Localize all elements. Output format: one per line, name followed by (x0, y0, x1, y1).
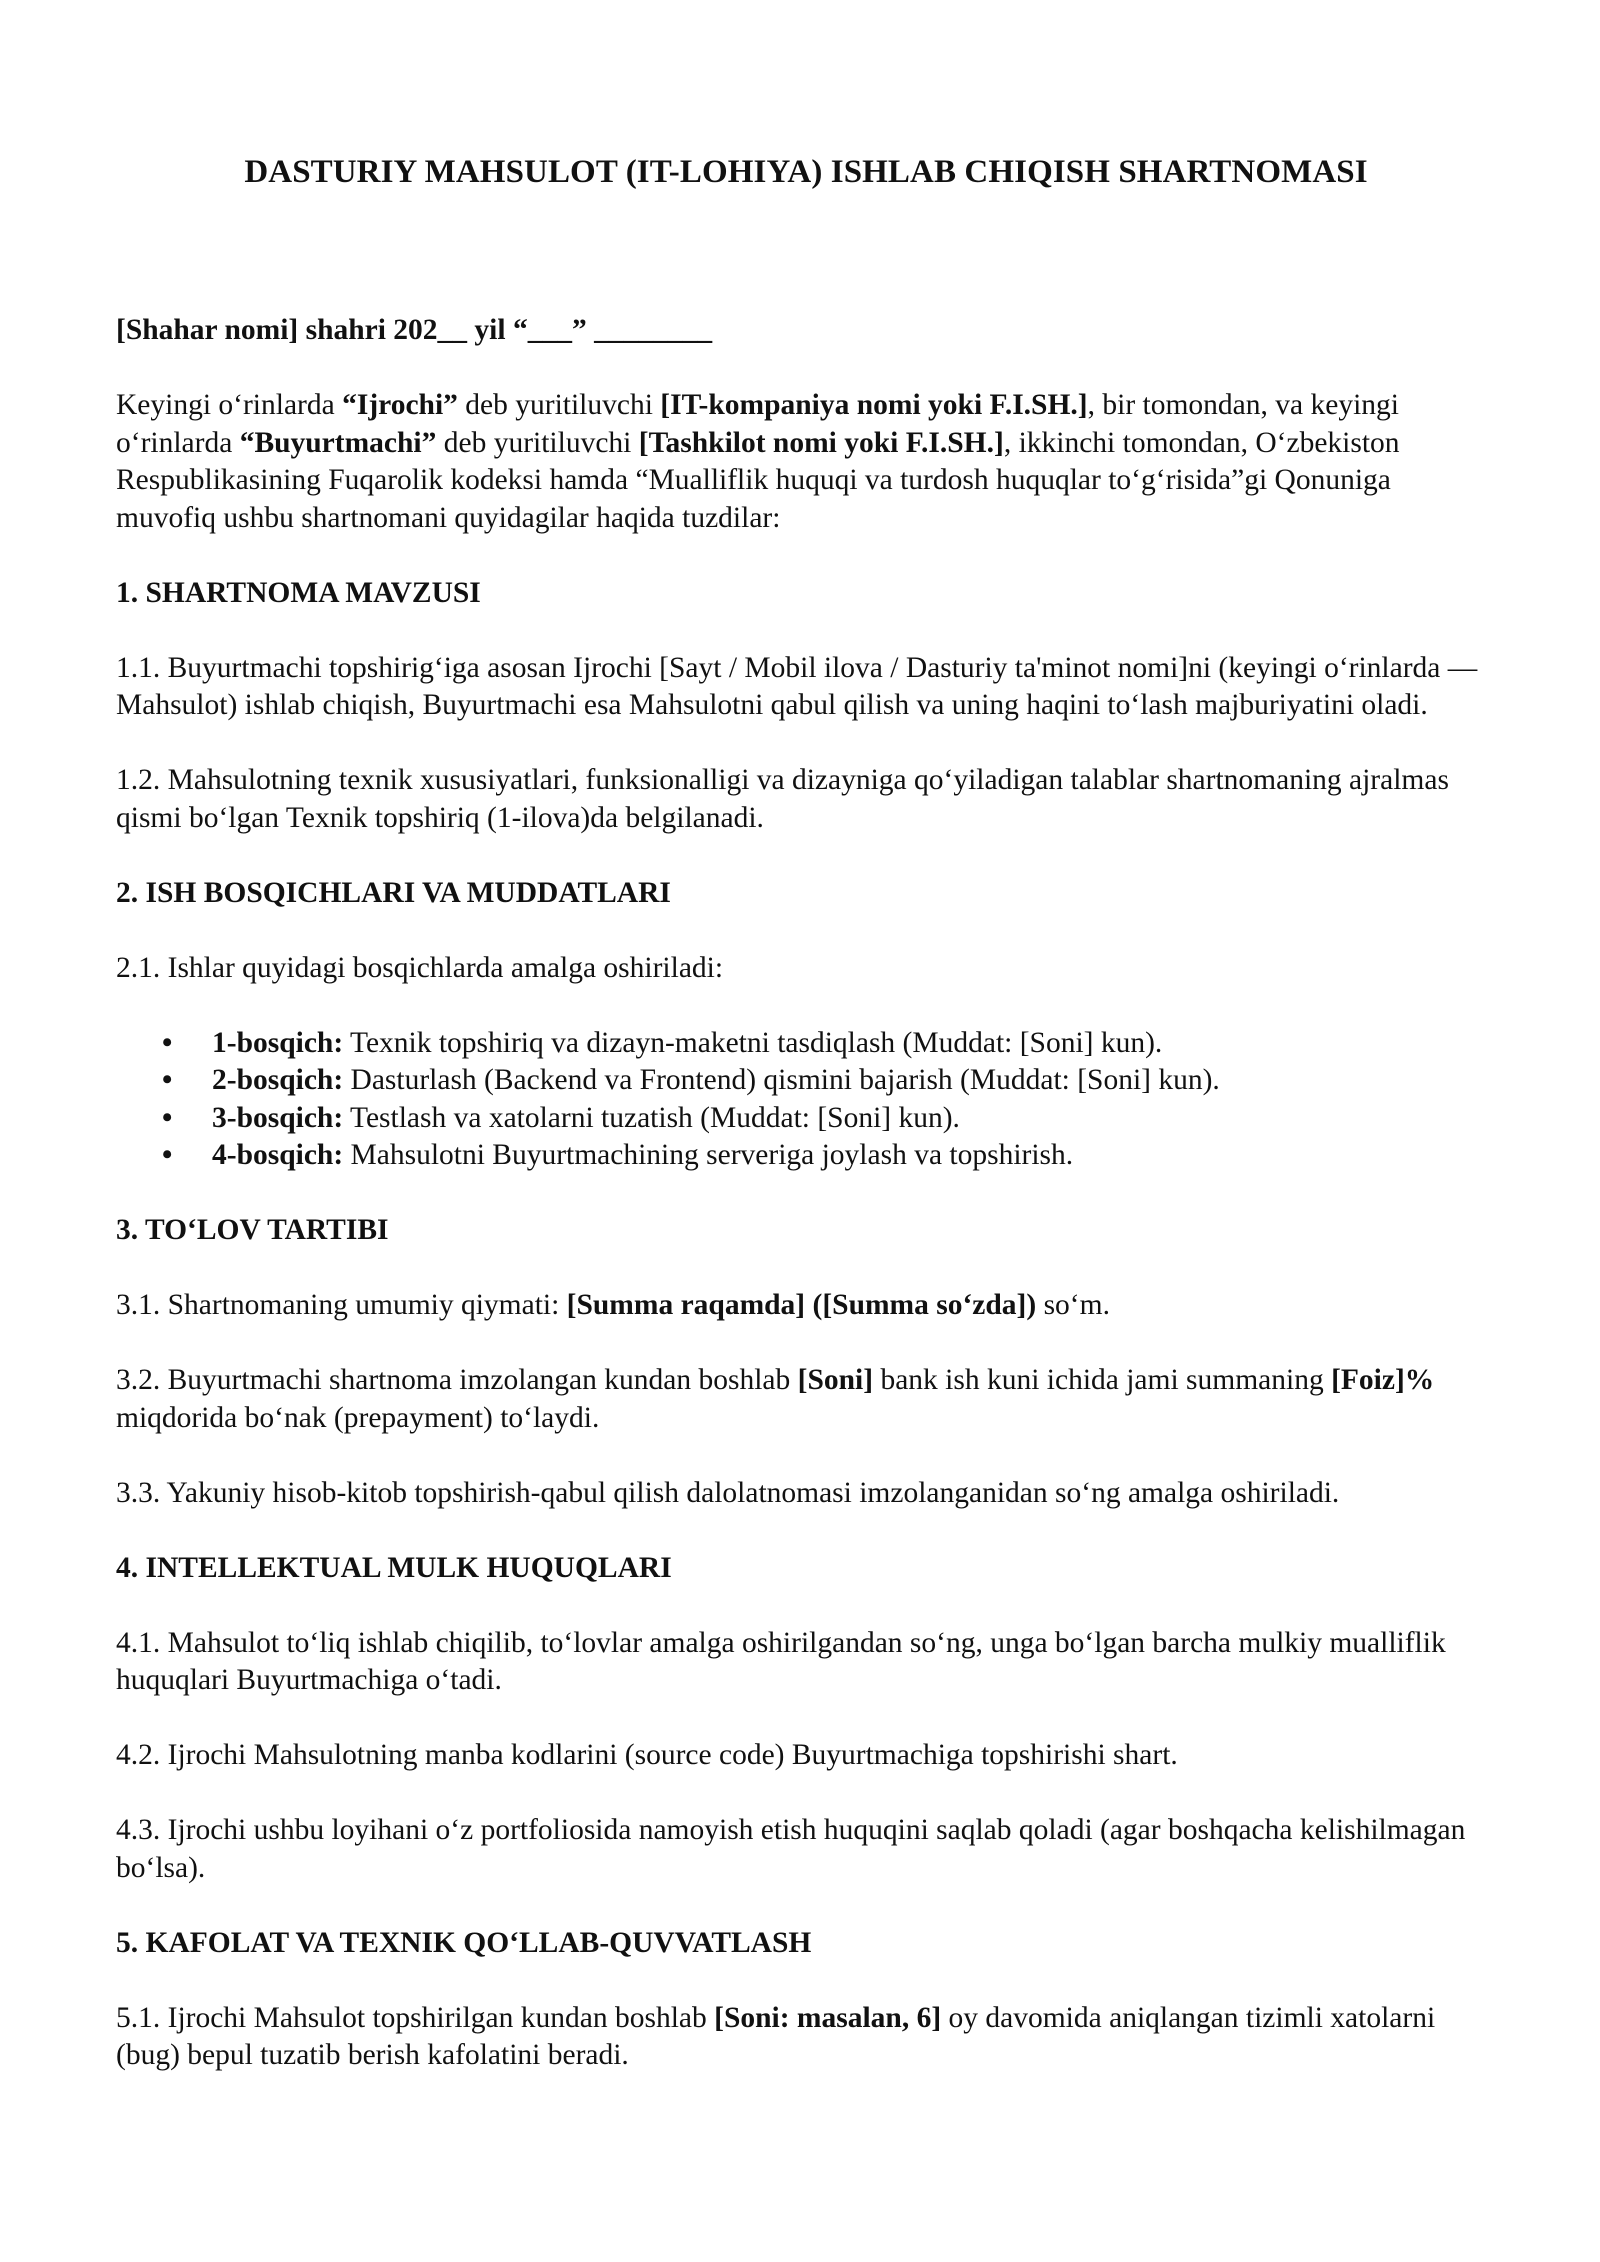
customer-name-placeholder: [Tashkilot nomi yoki F.I.SH.] (638, 426, 1004, 459)
clause-4-1: 4.1. Mahsulot to‘liq ishlab chiqilib, to‘lovlar amalga oshirilgandan so‘ng, unga bo‘lgan barcha mulkiy mualliflik huquqlari Buyurtmachiga o‘tadi. (116, 1626, 1446, 1696)
clause-2-1: 2.1. Ishlar quyidagi bosqichlarda amalga oshiriladi: (116, 951, 724, 984)
clause-4-2: 4.2. Ijrochi Mahsulotning manba kodlarini (source code) Buyurtmachiga topshirishi shart. (116, 1739, 1178, 1771)
executor-name-placeholder: [IT-kompaniya nomi yoki F.I.SH.] (660, 389, 1088, 421)
preamble-text-2: deb yuritiluvchi (457, 389, 661, 421)
clause-3-1-text-2: so‘m. (1036, 1289, 1110, 1321)
stages-list (116, 1025, 1496, 1175)
section-4-heading: 4. INTELLEKTUAL MULK HUQUQLARI (116, 1551, 672, 1584)
clause-4-3: 4.3. Ijrochi ushbu loyihani o‘z portfoliosida namoyish etish huquqini saqlab qoladi (agar boshqacha kelishilmagan bo‘lsa). (116, 1814, 1466, 1884)
list-item (116, 1137, 1496, 1175)
document-title: DASTURIY MAHSULOT (IT-LOHIYA) ISHLAB CHIQISH SHARTNOMASI (244, 154, 1368, 190)
bullet-icon: • (162, 1064, 173, 1096)
bullet-icon: • (162, 1101, 173, 1134)
section-1-heading: 1. SHARTNOMA MAVZUSI (116, 576, 481, 609)
section-3-heading: 3. TO‘LOV TARTIBI (116, 1214, 389, 1246)
clause-1-2: 1.2. Mahsulotning texnik xususiyatlari, funksionalligi va dizayniga qo‘yiladigan talablar shartnomaning ajralmas qismi bo‘lgan Texnik topshiriq (1-ilova)da belgilanadi. (116, 764, 1449, 834)
bullet-icon: • (162, 1026, 173, 1059)
section-2-heading: 2. ISH BOSQICHLARI VA MUDDATLARI (116, 876, 671, 909)
clause-3-1-text-1: 3.1. Shartnomaning umumiy qiymati: (116, 1289, 567, 1321)
list-item (116, 1062, 1496, 1100)
clause-3-3: 3.3. Yakuniy hisob-kitob topshirish-qabul qilish dalolatnomasi imzolanganidan so‘ng amalga oshiriladi. (116, 1476, 1340, 1509)
clause-3-2-text-3: miqdorida bo‘nak (prepayment) to‘laydi. (116, 1401, 600, 1434)
clause-3-2-text-1: 3.2. Buyurtmachi shartnoma imzolangan kundan boshlab (116, 1364, 798, 1396)
preamble-paragraph (116, 387, 1496, 537)
stage-text: Texnik topshiriq va dizayn-maketni tasdiqlash (Muddat: [Soni] kun). (343, 1026, 1163, 1059)
section-5-heading: 5. KAFOLAT VA TEXNIK QO‘LLAB-QUVVATLASH (116, 1926, 812, 1959)
stage-label: 1-bosqich: (212, 1026, 344, 1059)
stage-text: Dasturlash (Backend va Frontend) qismini bajarish (Muddat: [Soni] kun). (343, 1064, 1220, 1096)
amount-placeholder: [Summa raqamda] ([Summa so‘zda]) (566, 1289, 1037, 1321)
document-body (116, 312, 1496, 2112)
clause-5-1-text-1: 5.1. Ijrochi Mahsulot topshirilgan kundan boshlab (116, 2001, 715, 2034)
bullet-icon: • (162, 1139, 173, 1171)
clause-5-1 (116, 2000, 1496, 2075)
stage-label: 2-bosqich: (212, 1064, 344, 1096)
clause-3-2-text-2: bank ish kuni ichida jami summaning (873, 1364, 1332, 1396)
clause-3-1 (116, 1287, 1496, 1325)
list-item (116, 1025, 1496, 1063)
preamble-text-5: , ikkinchi tomondan, O‘zbekiston Respublikasining Fuqarolik kodeksi hamda “Mualliflik huquqi va turdosh huquqlar to‘g‘risida”gi Qonuniga muvofiq ushbu shartnomani quyidagilar haqida tuzdilar: (116, 426, 1400, 534)
preamble-text-1: Keyingi o‘rinlarda (116, 389, 343, 421)
days-placeholder: [Soni] (797, 1364, 874, 1396)
preamble-text-4: deb yuritiluvchi (436, 426, 639, 459)
executor-term: “Ijrochi” (342, 389, 458, 421)
percent-placeholder: [Foiz]% (1331, 1364, 1435, 1396)
clause-5-1-text-2: oy davomida aniqlangan tizimli xatolarni (bug) bepul tuzatib berish kafolatini beradi. (116, 2001, 1436, 2071)
place-date-line: [Shahar nomi] shahri 202__ yil “___” ________ (116, 314, 713, 346)
preamble-text-3: , bir tomondan, va keyingi o‘rinlarda (116, 389, 1399, 459)
stage-text: Mahsulotni Buyurtmachining serveriga joylash va topshirish. (343, 1139, 1074, 1171)
stage-label: 3-bosqich: (212, 1101, 344, 1134)
warranty-months-placeholder: [Soni: masalan, 6] (714, 2001, 942, 2034)
customer-term: “Buyurtmachi” (239, 426, 437, 459)
clause-1-1: 1.1. Buyurtmachi topshirig‘iga asosan Ijrochi [Sayt / Mobil ilova / Dasturiy ta'minot nomi]ni (keyingi o‘rinlarda — Mahsulot) ishlab chiqish, Buyurtmachi esa Mahsulotni qabul qilish va uning haqini to‘lash majburiyatini oladi. (116, 651, 1478, 721)
clause-3-2 (116, 1362, 1496, 1437)
stage-label: 4-bosqich: (212, 1139, 344, 1171)
list-item (116, 1100, 1496, 1138)
stage-text: Testlash va xatolarni tuzatish (Muddat: [Soni] kun). (343, 1101, 960, 1134)
